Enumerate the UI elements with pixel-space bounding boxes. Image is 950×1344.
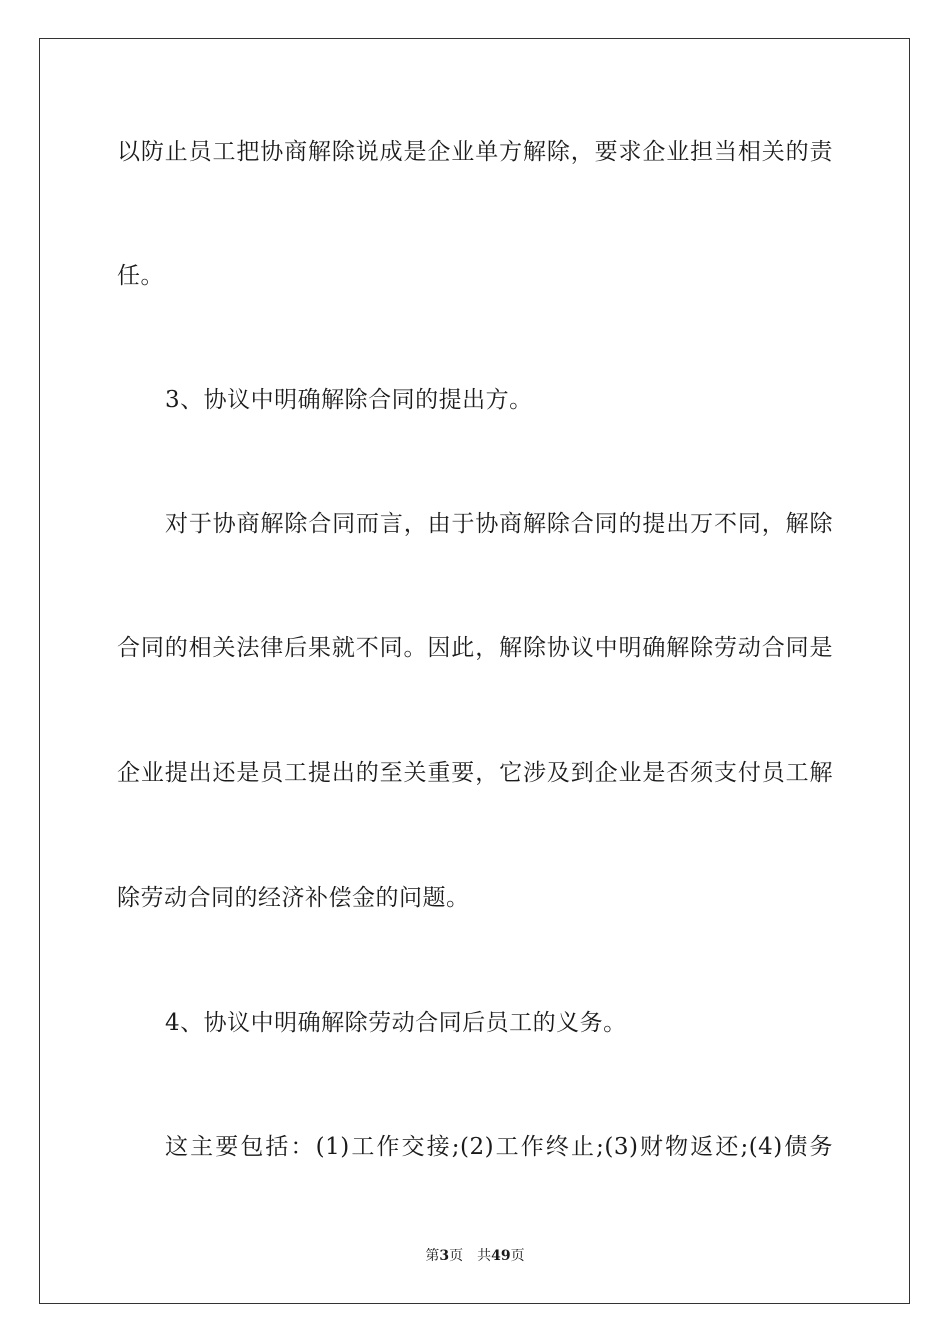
footer-page-suffix: 页: [449, 1248, 464, 1264]
paragraph-line-7: 除劳动合同的经济补偿金的问题。: [117, 885, 470, 911]
footer-total-pages: 49: [491, 1248, 511, 1264]
paragraph-line-2: 任。: [117, 263, 164, 289]
footer-page-number: 3: [439, 1248, 450, 1264]
footer-total-prefix: 共: [477, 1248, 492, 1264]
page-border: [39, 38, 910, 1304]
paragraph-line-9: 这主要包括：(1)工作交接;(2)工作终止;(3)财物返还;(4)债务: [165, 1134, 833, 1160]
footer-total-suffix: 页: [510, 1248, 525, 1264]
paragraph-line-6: 企业提出还是员工提出的至关重要，它涉及到企业是否须支付员工解: [117, 760, 833, 786]
paragraph-line-5: 合同的相关法律后果就不同。因此，解除协议中明确解除劳动合同是: [117, 635, 833, 661]
footer-page-prefix: 第: [425, 1248, 440, 1264]
paragraph-line-1: 以防止员工把协商解除说成是企业单方解除，要求企业担当相关的责: [117, 139, 833, 165]
section-heading-4: 4、协议中明确解除劳动合同后员工的义务。: [165, 1010, 627, 1036]
section-heading-3: 3、协议中明确解除合同的提出方。: [165, 387, 533, 413]
page-footer: [0, 1247, 950, 1265]
paragraph-line-4: 对于协商解除合同而言，由于协商解除合同的提出万不同，解除: [165, 511, 833, 537]
